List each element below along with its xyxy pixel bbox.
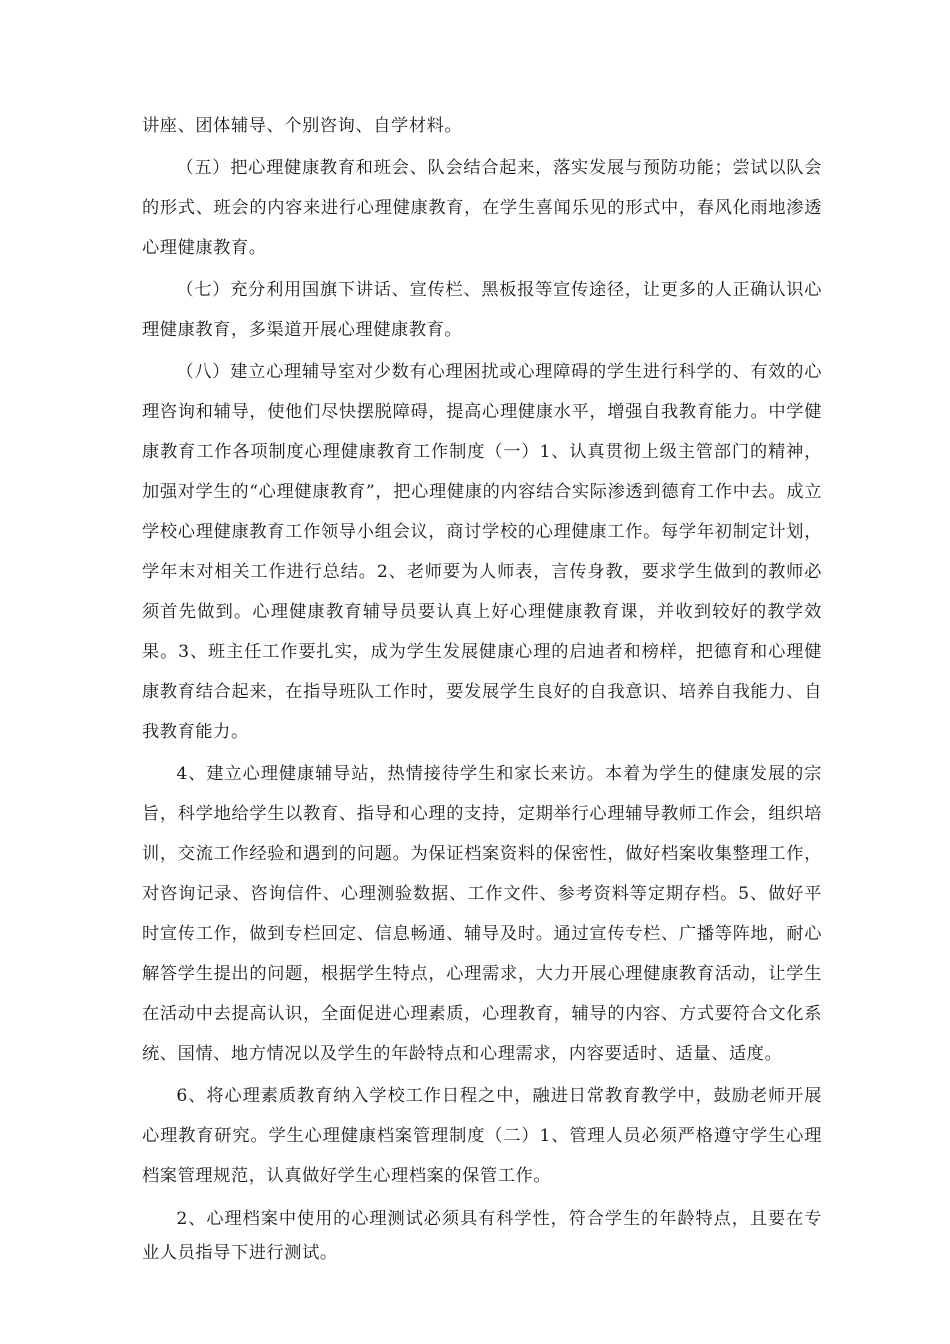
paragraph-4: （八）建立心理辅导室对少数有心理困扰或心理障碍的学生进行科学的、有效的心理咨询和辅导，使他们尽快摆脱障碍，提高心理健康水平，增强自我教育能力。中学健康教育工作各项制度心理健康教育工作制度（一）1、认真贯彻上级主管部门的精神，加强对学生的“心理健康教育”，把心理健康的内容结合实际渗透到德育工作中去。成立学校心理健康教育工作领导小组会议，商讨学校的心理健康工作。每学年初制定计划，学年末对相关工作进行总结。2、老师要为人师表，言传身教，要求学生做到的教师必须首先做到。心理健康教育辅导员要认真上好心理健康教育课，并收到较好的教学效果。3、班主任工作要扎实，成为学生发展健康心理的启迪者和榜样，把德育和心理健康教育结合起来，在指导班队工作时，要发展学生良好的自我意识、培养自我能力、自我教育能力。 <box>142 362 822 742</box>
paragraph-1: 讲座、团体辅导、个别咨询、自学材料。 <box>142 116 463 136</box>
document-body <box>142 106 822 1272</box>
paragraph-7: 2、心理档案中使用的心理测试必须具有科学性，符合学生的年龄特点，且要在专业人员指导下进行测试。 <box>142 1209 822 1263</box>
paragraph-5: 4、建立心理健康辅导站，热情接待学生和家长来访。本着为学生的健康发展的宗旨，科学地给学生以教育、指导和心理的支持，定期举行心理辅导教师工作会，组织培训，交流工作经验和遇到的问题。为保证档案资料的保密性，做好档案收集整理工作，对咨询记录、咨询信件、心理测验数据、工作文件、参考资料等定期存档。5、做好平时宣传工作，做到专栏回定、信息畅通、辅导及时。通过宣传专栏、广播等阵地，耐心解答学生提出的问题，根据学生特点，心理需求，大力开展心理健康教育活动，让学生在活动中去提高认识，全面促进心理素质，心理教育，辅导的内容、方式要符合文化系统、国情、地方情况以及学生的年龄特点和心理需求，内容要适时、适量、适度。 <box>142 764 822 1064</box>
paragraph-6: 6、将心理素质教育纳入学校工作日程之中，融进日常教育教学中，鼓励老师开展心理教育研究。学生心理健康档案管理制度（二）1、管理人员必须严格遵守学生心理档案管理规范，认真做好学生心理档案的保管工作。 <box>142 1086 822 1186</box>
paragraph-2: （五）把心理健康教育和班会、队会结合起来，落实发展与预防功能；尝试以队会的形式、班会的内容来进行心理健康教育，在学生喜闻乐见的形式中，春风化雨地渗透心理健康教育。 <box>142 158 822 258</box>
paragraph-3: （七）充分利用国旗下讲话、宣传栏、黑板报等宣传途径，让更多的人正确认识心理健康教育，多渠道开展心理健康教育。 <box>142 280 822 340</box>
